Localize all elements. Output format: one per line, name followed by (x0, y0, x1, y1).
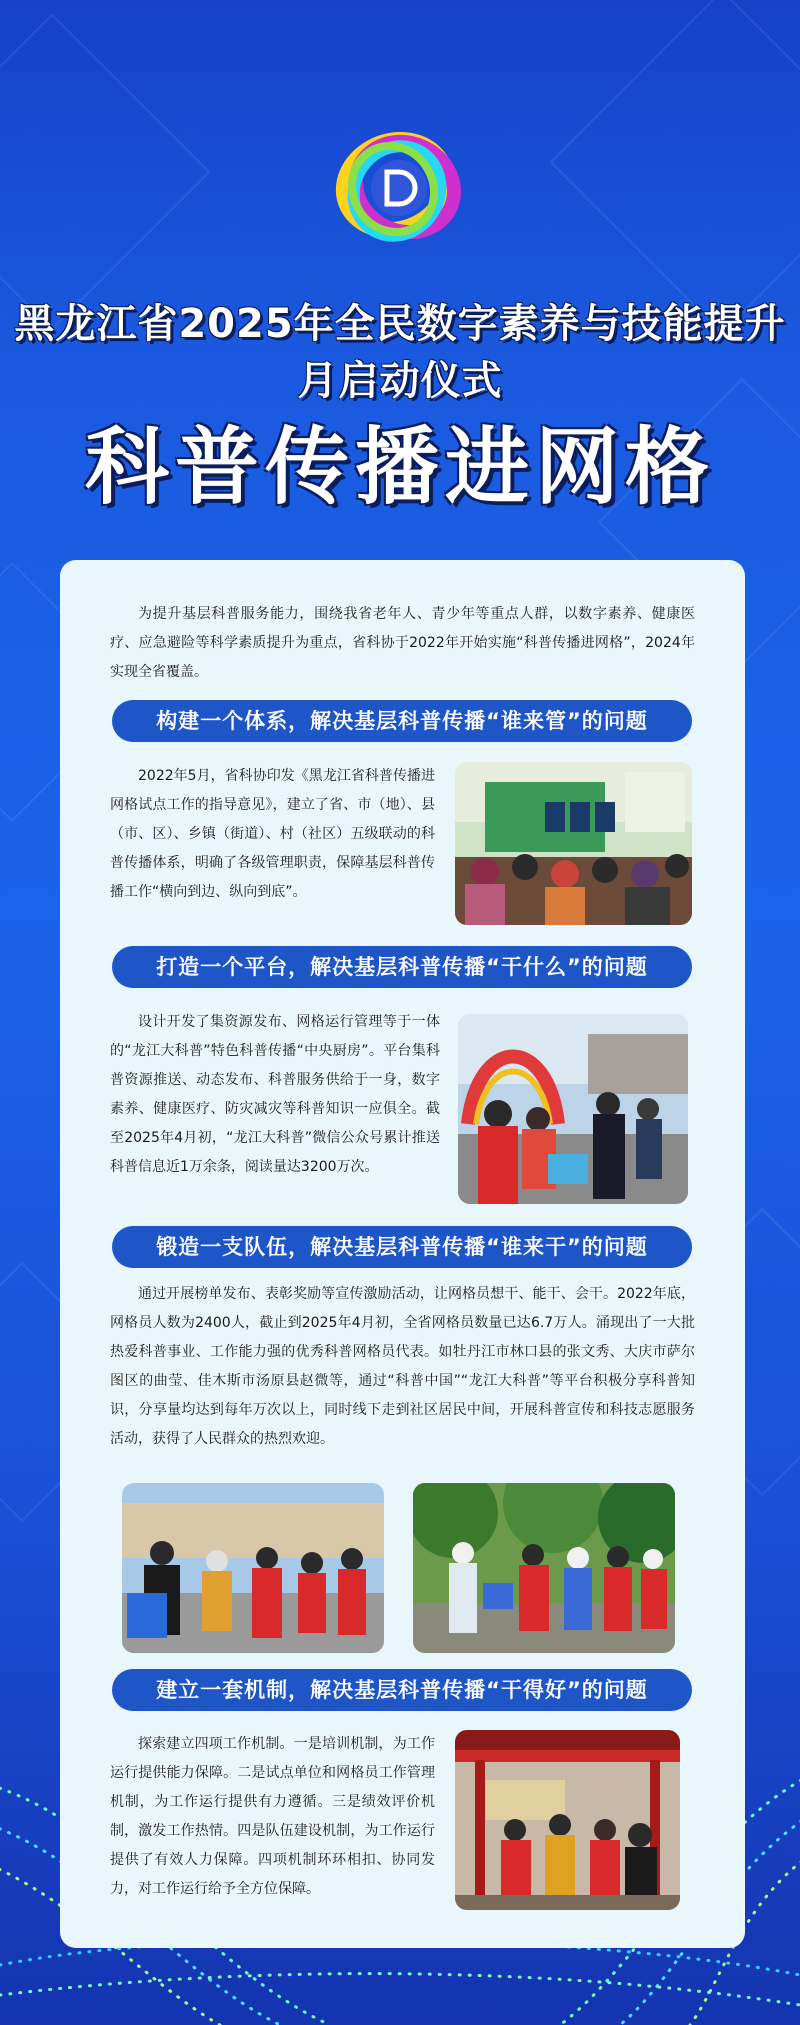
section-header-mechanism: 建立一套机制，解决基层科普传播“干得好”的问题 (112, 1669, 692, 1711)
colorful-ring-d-logo (335, 125, 465, 250)
photo-outdoor-booth (458, 1014, 688, 1204)
background-diamond (549, 0, 800, 335)
photo-pavilion-event (455, 1730, 680, 1910)
section-header-team: 锻造一支队伍，解决基层科普传播“谁来干”的问题 (112, 1226, 692, 1268)
poster-headline: 科普传播进网格 (84, 418, 715, 516)
intro-paragraph: 为提升基层科普服务能力，围绕我省老年人、青少年等重点人群，以数字素养、健康医疗、应急避险等科学素质提升为重点，省科协于2022年开始实施“科普传播进网格”，2024年实现全省覆盖。 (110, 606, 695, 680)
section-text-team: 通过开展榜单发布、表彰奖励等宣传激励活动，让网格员想干、能干、会干。2022年底，网格员人数为2400人，截止到2025年4月初，全省网格员数量已达6.7万人。涌现出了一大批热爱科普事业、工作能力强的优秀科普网格员代表。如牡丹江市林口县的张文秀、大庆市萨尔图区的曲莹、佳木斯市汤原县赵微等，通过“科普中国”“龙江大科普”等平台积极分享科普知识，分享量均达到每年万次以上，同时线下走到社区居民中间，开展科普宣传和科技志愿服务活动，获得了人民群众的热烈欢迎。 (110, 1286, 695, 1447)
section-text-system: 2022年5月，省科协印发《黑龙江省科普传播进网格试点工作的指导意见》，建立了省、市（地）、县（市、区）、乡镇（街道）、村（社区）五级联动的科普传播体系，明确了各级管理职责，保障基层科普传播工作“横向到边、纵向到底”。 (110, 768, 435, 900)
photo-exhibition-hall (455, 762, 692, 925)
section-header-system: 构建一个体系，解决基层科普传播“谁来管”的问题 (112, 700, 692, 742)
section-text-platform: 设计开发了集资源发布、网格运行管理等于一体的“龙江大科普”特色科普传播“中央厨房”。平台集科普资源推送、动态发布、科普服务供给于一身，数字素养、健康医疗、防灾减灾等科普知识一应俱全。截至2025年4月初，“龙江大科普”微信公众号累计推送科普信息近1万余条，阅读量达3200万次。 (110, 1014, 440, 1175)
section-text-mechanism: 探索建立四项工作机制。一是培训机制，为工作运行提供能力保障。二是试点单位和网格员工作管理机制，为工作运行提供有力遵循。三是绩效评价机制，激发工作热情。四是队伍建设机制，为工作运行提供了有效人力保障。四项机制环环相扣、协同发力，对工作运行给予全方位保障。 (110, 1736, 435, 1897)
background-diamond (0, 14, 210, 331)
photo-volunteers-square (122, 1483, 384, 1653)
section-header-platform: 打造一个平台，解决基层科普传播“干什么”的问题 (112, 946, 692, 988)
event-title: 黑龙江省2025年全民数字素养与技能提升月启动仪式 (14, 301, 786, 404)
photo-volunteers-park (413, 1483, 675, 1653)
